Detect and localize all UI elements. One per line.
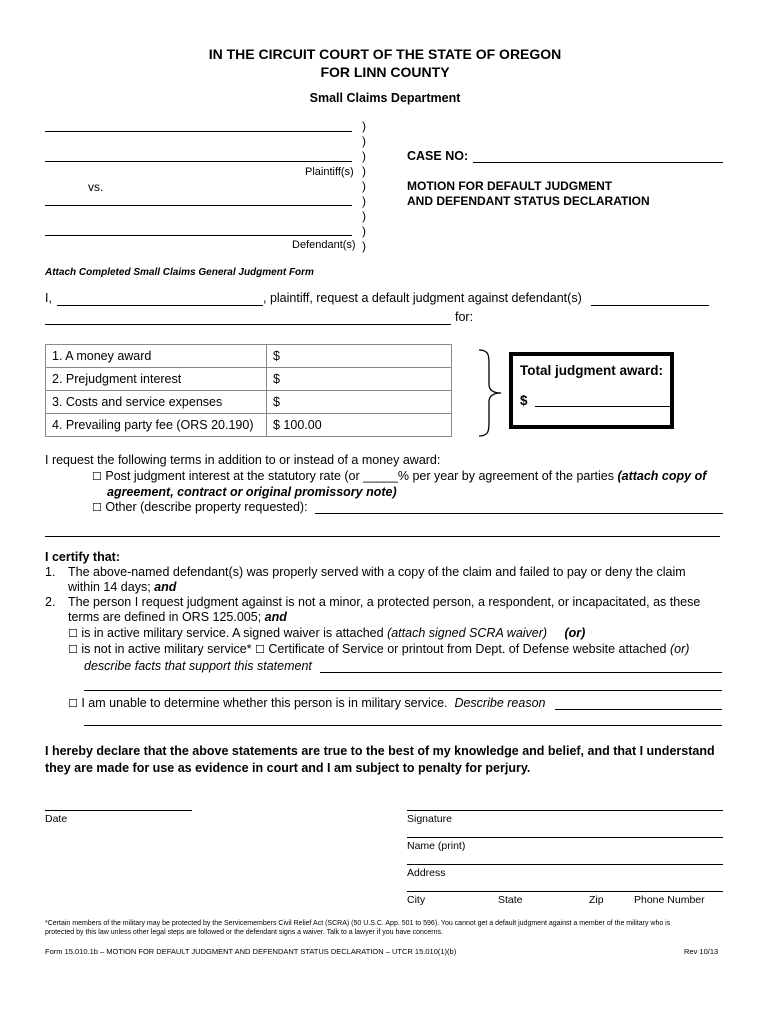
certify-item1-number: 1. <box>45 565 56 579</box>
certify-item2-line1: The person I request judgment against is not a minor, a protected person, a respondent, or incapacitated, as these <box>68 595 701 609</box>
award-amount[interactable]: $ 100.00 <box>267 414 452 437</box>
name-print-label: Name (print) <box>407 840 466 852</box>
for-field[interactable] <box>45 324 451 325</box>
intro-for: for: <box>455 310 474 324</box>
describe-facts-label: describe facts that support this statement <box>84 659 312 673</box>
certify-item1-line1: The above-named defendant(s) was properly served with a copy of the claim and failed to pay or deny the claim <box>68 565 686 579</box>
caption-paren: ) <box>362 149 366 163</box>
award-label: 4. Prevailing party fee (ORS 20.190) <box>46 414 267 437</box>
intro-request-text: , plaintiff, request a default judgment against defendant(s) <box>263 291 582 305</box>
state-label: State <box>498 894 523 906</box>
other-terms-text: Other (describe property requested): <box>105 500 308 514</box>
military-unable-option: ☐ I am unable to determine whether this person is in military service. Describe reason <box>68 696 546 710</box>
case-no-label: CASE NO: <box>407 149 469 163</box>
certify-item2-line2: terms are defined in ORS 125.005; and <box>68 610 287 624</box>
court-title: IN THE CIRCUIT COURT OF THE STATE OF OREGON <box>208 46 562 62</box>
table-row <box>46 345 452 368</box>
footnote-line1: *Certain members of the military may be protected by the Servicemembers Civil Relief Act (SCRA) (50 U.S.C. App. 501 to 596). You cannot get a default judgment against a member of the military who is <box>45 920 671 927</box>
other-terms-option <box>92 501 308 514</box>
footnote-line2: protected by this law unless other legal steps are followed or the defendant signs a waiver. Talk to a lawyer if you have concerns. <box>45 929 443 936</box>
other-terms-field[interactable] <box>315 513 723 514</box>
military-active-option: ☐ is in active military service. A signed waiver is attached (attach signed SCRA waiver) (or) <box>68 626 586 640</box>
post-judgment-attach-note-line2: agreement, contract or original promissory note) <box>107 485 397 499</box>
department-title: Small Claims Department <box>309 91 461 105</box>
checkbox-other[interactable]: ☐ <box>92 501 102 514</box>
address-field[interactable] <box>407 864 723 865</box>
phone-label: Phone Number <box>634 894 705 906</box>
certify-item1-line2: within 14 days; and <box>68 580 177 594</box>
date-label: Date <box>45 813 68 825</box>
checkbox-certificate[interactable]: ☐ <box>255 643 265 656</box>
attach-note: Attach Completed Small Claims General Judgment Form <box>45 267 314 278</box>
total-judgment-label: Total judgment award: <box>520 363 664 378</box>
name-print-field[interactable] <box>407 837 723 838</box>
motion-title-line2: AND DEFENDANT STATUS DECLARATION <box>407 194 650 208</box>
military-not-active-option: ☐ is not in active military service* ☐ Certificate of Service or printout from Dept. of Defense website attached (or) <box>68 642 690 656</box>
award-amount[interactable]: $ <box>267 345 452 368</box>
address-label: Address <box>407 867 446 879</box>
other-terms-field-2[interactable] <box>45 536 720 537</box>
caption-paren: ) <box>362 224 366 238</box>
checkbox-military-unable[interactable]: ☐ <box>68 697 78 710</box>
checkbox-post-judgment[interactable]: ☐ <box>92 470 102 483</box>
table-row <box>46 368 452 391</box>
defendant-name-field[interactable] <box>591 305 709 306</box>
signature-field[interactable] <box>407 810 723 811</box>
signature-label: Signature <box>407 813 452 825</box>
plaintiff-name-field[interactable] <box>57 305 263 306</box>
city-state-zip-phone-field[interactable] <box>407 891 723 892</box>
declaration-line1: I hereby declare that the above statements are true to the best of my knowledge and belief, and that I understand <box>45 744 715 758</box>
defendant-line-2[interactable] <box>45 235 352 236</box>
caption-paren: ) <box>362 164 366 178</box>
award-amount[interactable]: $ <box>267 368 452 391</box>
certify-heading: I certify that: <box>45 550 121 564</box>
caption-paren: ) <box>362 194 366 208</box>
caption-paren: ) <box>362 179 366 193</box>
city-label: City <box>407 894 426 906</box>
revision: Rev 10/13 <box>684 947 719 956</box>
awards-table <box>45 344 452 437</box>
vs-label: vs. <box>88 180 104 194</box>
total-dollar-sign: $ <box>520 393 528 408</box>
date-field[interactable] <box>45 810 192 811</box>
table-row <box>46 414 452 437</box>
post-judgment-attach-note: (attach copy of <box>617 469 707 483</box>
describe-reason-field-2[interactable] <box>84 725 722 726</box>
award-label: 3. Costs and service expenses <box>46 391 267 414</box>
motion-title-line1: MOTION FOR DEFAULT JUDGMENT <box>407 179 613 193</box>
plaintiff-label: Plaintiff(s) <box>305 166 354 178</box>
case-no-field[interactable] <box>473 162 723 163</box>
total-judgment-field[interactable] <box>535 406 672 407</box>
caption-paren: ) <box>362 119 366 133</box>
defendant-label: Defendant(s) <box>292 239 356 251</box>
checkbox-military-active[interactable]: ☐ <box>68 627 78 640</box>
post-judgment-text: Post judgment interest at the statutory rate (or _____% per year by agreement of the parties <box>105 469 614 483</box>
caption-paren: ) <box>362 209 366 223</box>
caption-paren: ) <box>362 239 366 253</box>
defendant-line-1[interactable] <box>45 205 352 206</box>
declaration-line2: they are made for use as evidence in court and I am subject to penalty for perjury. <box>45 761 531 775</box>
terms-intro: I request the following terms in addition to or instead of a money award: <box>45 453 441 467</box>
describe-facts-field-2[interactable] <box>84 690 722 691</box>
award-amount[interactable]: $ <box>267 391 452 414</box>
county-title: FOR LINN COUNTY <box>320 64 450 80</box>
zip-label: Zip <box>589 894 604 906</box>
intro-i: I, <box>45 291 52 305</box>
award-label: 2. Prejudgment interest <box>46 368 267 391</box>
certify-item2-number: 2. <box>45 595 56 609</box>
plaintiff-line-2[interactable] <box>45 161 352 162</box>
table-row <box>46 391 452 414</box>
curly-brace-icon <box>475 348 505 438</box>
form-id: Form 15.010.1b – MOTION FOR DEFAULT JUDGMENT AND DEFENDANT STATUS DECLARATION – UTCR 15.010(1)(b) <box>45 947 457 956</box>
checkbox-military-not-active[interactable]: ☐ <box>68 643 78 656</box>
caption-paren: ) <box>362 134 366 148</box>
plaintiff-line-1[interactable] <box>45 131 352 132</box>
describe-facts-field[interactable] <box>320 672 722 673</box>
post-judgment-interest-option <box>92 470 706 483</box>
award-label: 1. A money award <box>46 345 267 368</box>
describe-reason-field[interactable] <box>555 709 722 710</box>
